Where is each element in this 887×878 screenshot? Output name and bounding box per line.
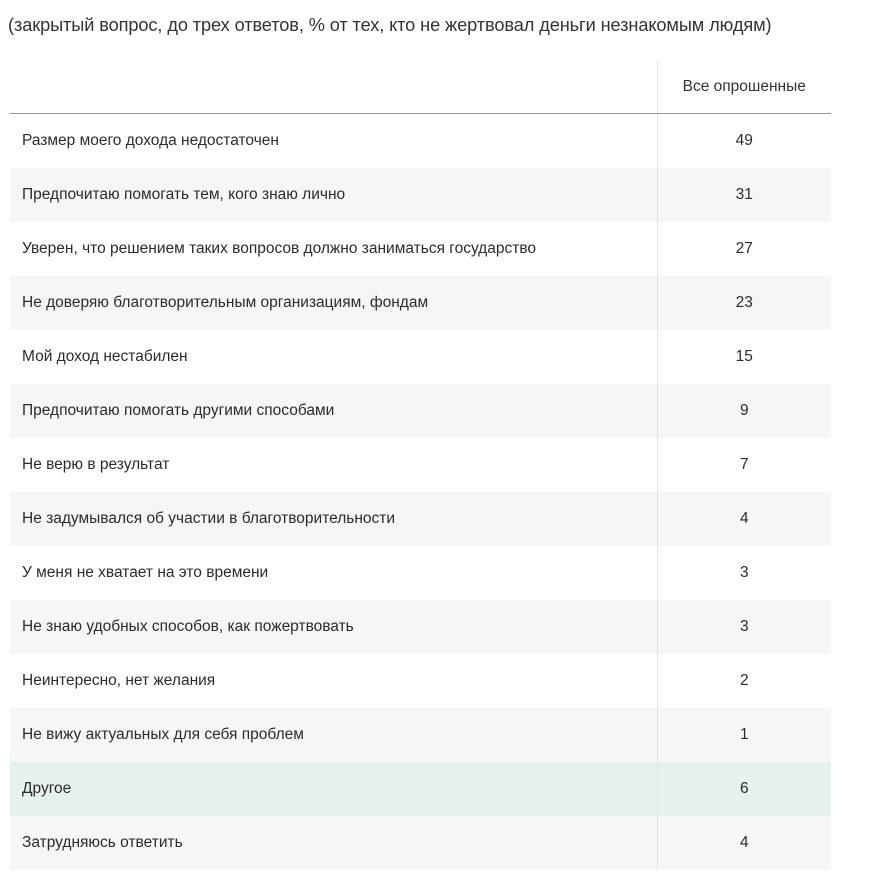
row-label: Уверен, что решением таких вопросов должно заниматься государство <box>10 222 657 276</box>
row-value: 9 <box>657 384 831 438</box>
table-header-row <box>10 61 831 114</box>
row-value: 3 <box>657 546 831 600</box>
table-row <box>10 276 831 330</box>
table-row <box>10 816 831 870</box>
row-label: Предпочитаю помогать другими способами <box>10 384 657 438</box>
row-label: Не доверяю благотворительным организациям, фондам <box>10 276 657 330</box>
row-label: Затрудняюсь ответить <box>10 816 657 870</box>
row-label: Не задумывался об участии в благотворительности <box>10 492 657 546</box>
row-label: Не знаю удобных способов, как пожертвовать <box>10 600 657 654</box>
table-row <box>10 600 831 654</box>
table-row <box>10 546 831 600</box>
row-label: Не вижу актуальных для себя проблем <box>10 708 657 762</box>
table-row <box>10 384 831 438</box>
table-row-highlighted <box>10 762 831 816</box>
row-value: 15 <box>657 330 831 384</box>
row-value: 6 <box>657 762 831 816</box>
row-value: 27 <box>657 222 831 276</box>
results-table-container <box>10 61 831 870</box>
row-value: 7 <box>657 438 831 492</box>
row-value: 1 <box>657 708 831 762</box>
table-row <box>10 654 831 708</box>
table-row <box>10 708 831 762</box>
row-value: 3 <box>657 600 831 654</box>
row-label: У меня не хватает на это времени <box>10 546 657 600</box>
row-value: 23 <box>657 276 831 330</box>
row-value: 4 <box>657 492 831 546</box>
row-label: Предпочитаю помогать тем, кого знаю лично <box>10 168 657 222</box>
row-value: 4 <box>657 816 831 870</box>
table-caption: (закрытый вопрос, до трех ответов, % от тех, кто не жертвовал деньги незнакомым людям) <box>8 15 772 35</box>
table-row <box>10 492 831 546</box>
table-row <box>10 168 831 222</box>
header-label-cell <box>10 61 657 114</box>
table-row <box>10 330 831 384</box>
table-row <box>10 438 831 492</box>
row-label: Размер моего дохода недостаточен <box>10 114 657 169</box>
row-value: 49 <box>657 114 831 169</box>
row-label: Неинтересно, нет желания <box>10 654 657 708</box>
header-all-respondents: Все опрошенные <box>657 61 831 114</box>
table-row <box>10 114 831 169</box>
row-label: Не верю в результат <box>10 438 657 492</box>
row-label: Другое <box>10 762 657 816</box>
row-label: Мой доход нестабилен <box>10 330 657 384</box>
table-row <box>10 222 831 276</box>
table-header <box>10 61 831 114</box>
results-table <box>10 61 831 870</box>
table-body <box>10 114 831 871</box>
row-value: 31 <box>657 168 831 222</box>
row-value: 2 <box>657 654 831 708</box>
